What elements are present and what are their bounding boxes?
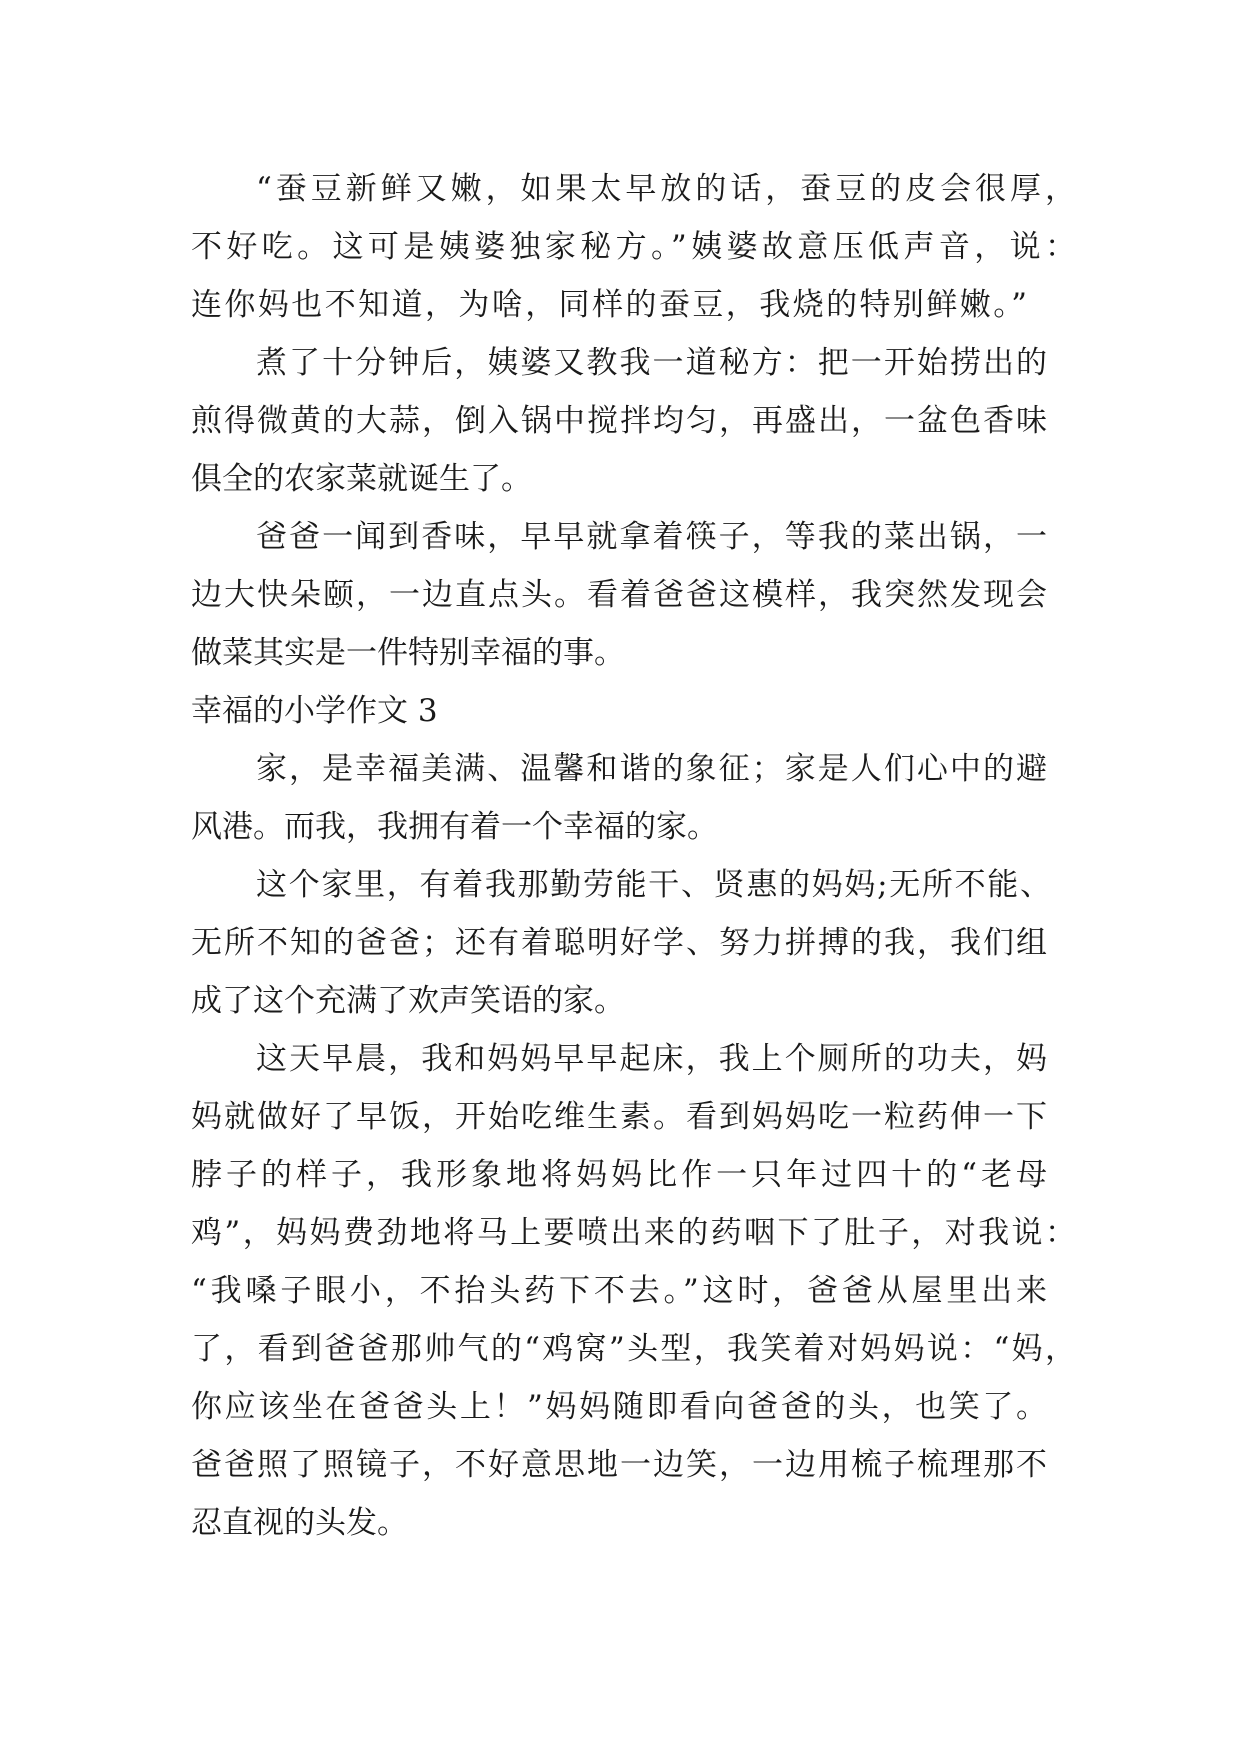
text-line: 鸡”，妈妈费劲地将马上要喷出来的药咽下了肚子，对我说： — [191, 1215, 1076, 1251]
text-line: “蚕豆新鲜又嫩，如果太早放的话，蚕豆的皮会很厚， — [256, 171, 1076, 207]
text-line: 做菜其实是一件特别幸福的事。 — [191, 635, 625, 671]
text-line: 这天早晨，我和妈妈早早起床，我上个厕所的功夫，妈 — [256, 1041, 1047, 1077]
text-line: 爸爸照了照镜子，不好意思地一边笑，一边用梳子梳理那不 — [191, 1447, 1047, 1483]
text-line: 你应该坐在爸爸头上！”妈妈随即看向爸爸的头，也笑了。 — [191, 1389, 1047, 1425]
text-line: 妈就做好了早饭，开始吃维生素。看到妈妈吃一粒药伸一下 — [191, 1099, 1047, 1135]
text-line: 爸爸一闻到香味，早早就拿着筷子，等我的菜出锅，一 — [256, 519, 1047, 555]
text-line: 脖子的样子，我形象地将妈妈比作一只年过四十的“老母 — [191, 1157, 1047, 1193]
text-line: 边大快朵颐，一边直点头。看着爸爸这模样，我突然发现会 — [191, 577, 1047, 613]
text-line: “我嗓子眼小，不抬头药下不去。”这时，爸爸从屋里出来 — [191, 1273, 1047, 1309]
text-line: 忍直视的头发。 — [191, 1505, 408, 1541]
text-line: 俱全的农家菜就诞生了。 — [191, 461, 532, 497]
text-line: 家，是幸福美满、温馨和谐的象征；家是人们心中的避 — [256, 751, 1047, 787]
text-line: 这个家里，有着我那勤劳能干、贤惠的妈妈;无所不能、 — [256, 867, 1051, 903]
text-line: 不好吃。这可是姨婆独家秘方。”姨婆故意压低声音，说： — [191, 229, 1076, 265]
text-line: 无所不知的爸爸；还有着聪明好学、努力拼搏的我，我们组 — [191, 925, 1047, 961]
section-heading: 幸福的小学作文 3 — [191, 693, 438, 729]
text-line: 煎得微黄的大蒜，倒入锅中搅拌均匀，再盛出，一盆色香味 — [191, 403, 1047, 439]
text-line: 煮了十分钟后，姨婆又教我一道秘方：把一开始捞出的 — [256, 345, 1047, 381]
text-line: 了，看到爸爸那帅气的“鸡窝”头型，我笑着对妈妈说：“妈， — [191, 1331, 1076, 1367]
text-line: 连你妈也不知道，为啥，同样的蚕豆，我烧的特别鲜嫩。” — [191, 287, 1027, 323]
text-line: 风港。而我，我拥有着一个幸福的家。 — [191, 809, 718, 845]
text-line: 成了这个充满了欢声笑语的家。 — [191, 983, 625, 1019]
